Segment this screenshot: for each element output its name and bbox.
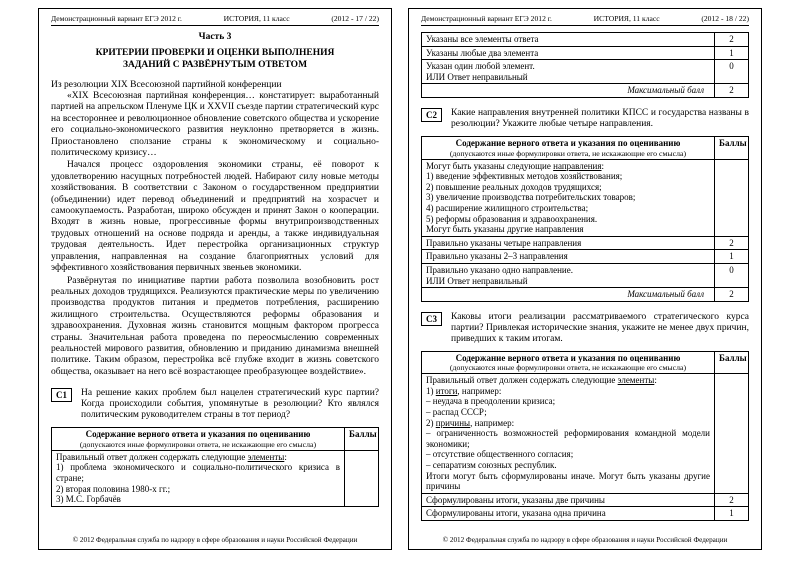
source-line: Из резолюции XIX Всесоюзной партийной конференции (51, 80, 282, 90)
score-row-text (422, 263, 715, 287)
criteria-table-c1-continued (421, 32, 749, 98)
score-cell: 1 (715, 507, 749, 521)
criteria-header-row (52, 428, 379, 451)
page-left (38, 8, 392, 550)
score-row (422, 236, 749, 250)
task-c3-text: Каковы итоги реализации рассматриваемого стратегического курса партии? Привлекая исторические знания, укажите не менее двух причин, приведших к таким итогам. (451, 311, 749, 344)
answer-content-cell (422, 374, 715, 494)
score-cell: 2 (715, 33, 749, 47)
answer-line: Могут быть указаны другие направления (426, 224, 584, 235)
answer-content-row (422, 159, 749, 236)
header-subject: ИСТОРИЯ, 11 класс (593, 14, 660, 23)
score-cell-empty (715, 374, 749, 494)
score-row (422, 46, 749, 60)
task-c2-text: Какие направления внутренней политики КПСС и государства названы в резолюции? Укажите любые четыре направления. (451, 107, 749, 129)
answer-line: – неудача в преодолении кризиса; (426, 396, 556, 407)
task-c1 (51, 388, 379, 421)
score-cell: 0 (715, 60, 749, 84)
task-c2-label: С2 (421, 108, 442, 122)
page-header (421, 14, 749, 26)
score-row (422, 33, 749, 47)
score-header-cell: Баллы (715, 351, 749, 374)
answer-line: – сепаратизм союзных республик. (426, 460, 557, 471)
answer-line: Могут быть указаны следующие направления: (426, 160, 605, 171)
answer-line: – ограниченность возможностей реформирования командной модели экономики; (426, 428, 710, 449)
criteria-table-c3 (421, 351, 749, 521)
score-row-text: Сформулированы итоги, указаны две причины (422, 493, 715, 507)
answer-line: 2) повышение реальных доходов трудящихся; (426, 181, 602, 192)
page-footer: © 2012 Федеральная служба по надзору в сфере образования и науки Российской Федерации (72, 536, 358, 544)
max-score-row (422, 288, 749, 302)
answer-line: 1) введение эффективных методов хозяйствования; (426, 171, 623, 182)
score-row (422, 263, 749, 287)
answer-content-cell (52, 450, 345, 506)
part-title: Часть 3 (198, 32, 232, 42)
task-c3-label: С3 (421, 312, 442, 326)
score-row-text (422, 60, 715, 84)
header-page-number: (2012 - 17 / 22) (331, 14, 379, 23)
score-row-line: Правильно указано одно направление. (426, 264, 573, 275)
answer-content-row (422, 374, 749, 494)
answer-line: Правильный ответ должен содержать следующие элементы: (426, 375, 657, 386)
task-c2 (421, 108, 749, 130)
answer-line: 3) М.С. Горбачёв (56, 494, 121, 505)
score-cell-empty (715, 159, 749, 236)
score-row (422, 493, 749, 507)
criteria-header-cell (422, 351, 715, 374)
max-score-label: Максимальный балл (422, 84, 715, 98)
score-row-text: Правильно указаны четыре направления (422, 236, 715, 250)
body-paragraph: «XIX Всесоюзная партийная конференция… констатирует: выработанный партией на апрельском Пленуме ЦК и XXVII съезде партии стратегический курс на всестороннее и революционное обновление советского общества и ускорение его социально-экономического развития неуклонно претворяется в жизнь. Приостановлено сползание страны к экономическому и социально-политическому кризису… (51, 91, 379, 159)
task-c3 (421, 312, 749, 345)
answer-line: – отсутствие общественного согласия; (426, 449, 574, 460)
score-cell: 1 (715, 250, 749, 264)
answer-line: 3) увеличение производства потребительских товаров; (426, 192, 636, 203)
section-title-line1: КРИТЕРИИ ПРОВЕРКИ И ОЦЕНКИ ВЫПОЛНЕНИЯ (95, 48, 335, 58)
score-row (422, 507, 749, 521)
max-score-label: Максимальный балл (422, 288, 715, 302)
max-score-value: 2 (715, 288, 749, 302)
score-cell: 2 (715, 236, 749, 250)
score-row-text: Правильно указаны 2–3 направления (422, 250, 715, 264)
body-paragraph: Развёрнутая по инициативе партии работа позволила возобновить рост реальных доходов трудящихся. Реализуются практические меры по увеличению производства продуктов питания и предметов потребления, расширению жилищного строительства. Осуществляются реформы образования и здравоохранения. Духовная жизнь становится мощным фактором прогресса страны. Значительная работа проведена по переосмыслению современных реальностей мирового развития, обновлению и приданию динамизма внешней политике. Таким образом, перестройка всё глубже входит в жизнь советского общества, оказывает на него всё возрастающее преобразующее воздействие». (51, 275, 379, 377)
criteria-table-c2 (421, 136, 749, 302)
score-cell: 0 (715, 263, 749, 287)
task-c1-label: С1 (51, 388, 72, 402)
score-row-line: ИЛИ Ответ неправильный (426, 71, 528, 82)
score-row-text: Указаны любые два элемента (422, 46, 715, 60)
section-title (51, 47, 379, 71)
criteria-header-sub: (допускаются иные формулировки ответа, не искажающие его смысла) (79, 439, 317, 449)
score-cell: 1 (715, 46, 749, 60)
max-score-value: 2 (715, 84, 749, 98)
answer-line: 2) причины, например: (426, 417, 515, 428)
score-cell-empty (345, 450, 379, 506)
page-right (408, 8, 762, 550)
criteria-header-cell (52, 428, 345, 451)
answer-content-row (52, 450, 379, 506)
answer-line: 4) расширение жилищного строительства; (426, 202, 589, 213)
header-page-number: (2012 - 18 / 22) (701, 14, 749, 23)
header-subject: ИСТОРИЯ, 11 класс (223, 14, 290, 23)
answer-line: Итоги могут быть сформулированы иначе. Могут быть указаны другие причины (426, 470, 710, 492)
answer-line: 1) итоги, например: (426, 385, 502, 396)
criteria-header-sub: (допускаются иные формулировки ответа, не искажающие его смысла) (449, 148, 687, 158)
body-paragraph: Начался процесс оздоровления экономики страны, её поворот к удовлетворению насущных потребностей людей. Набирают силу новые методы хозяйствования. В соответствии с Законом о государственном предприятии (объединении) идет перевод объединений и предприятий на хозрасчет и самоокупаемость. Разработан, широко обсужден и принят Закон о кооперации. Входят в жизнь новые, прогрессивные формы внутрипроизводственных трудовых отношений на основе подряда и аренды, а также индивидуальная трудовая деятельность. Идет перестройка организационных структур управления, направленная на создание благоприятных условий для эффективного хозяйствования первичных звеньев экономики. (51, 160, 379, 274)
answer-line: Правильный ответ должен содержать следующие элементы: (56, 451, 287, 462)
score-row-text: Сформулированы итоги, указана одна причина (422, 507, 715, 521)
section-title-line2: ЗАДАНИЙ С РАЗВЁРНУТЫМ ОТВЕТОМ (122, 60, 308, 70)
score-row-line: ИЛИ Ответ неправильный (426, 275, 528, 286)
task-c1-text: На решение каких проблем был нацелен стратегический курс партии? Когда происходили события, упомянутые в резолюции? Кто являлся политическим руководителем страны в тот период? (81, 388, 379, 421)
criteria-header-cell (422, 136, 715, 159)
criteria-header-main: Содержание верного ответа и указания по оцениванию (455, 137, 681, 148)
criteria-header-row (422, 136, 749, 159)
criteria-header-main: Содержание верного ответа и указания по оцениванию (455, 352, 681, 363)
score-row (422, 250, 749, 264)
header-document-title: Демонстрационный вариант ЕГЭ 2012 г. (421, 14, 552, 23)
criteria-table-c1 (51, 427, 379, 507)
answer-line: 5) реформы образования и здравоохранения. (426, 213, 598, 224)
answer-content-cell (422, 159, 715, 236)
score-row-text: Указаны все элементы ответа (422, 33, 715, 47)
page-header (51, 14, 379, 26)
max-score-row (422, 84, 749, 98)
criteria-header-sub: (допускаются иные формулировки ответа, не искажающие его смысла) (449, 363, 687, 373)
answer-line: 2) вторая половина 1980-х гг.; (56, 483, 171, 494)
score-row (422, 60, 749, 84)
score-row-line: Указан один любой элемент. (426, 61, 535, 72)
answer-line: 1) проблема экономического и социально-политического кризиса в стране; (56, 462, 340, 483)
header-document-title: Демонстрационный вариант ЕГЭ 2012 г. (51, 14, 182, 23)
answer-line: – распад СССР; (426, 407, 487, 418)
score-cell: 2 (715, 493, 749, 507)
criteria-header-main: Содержание верного ответа и указания по оцениванию (85, 429, 311, 440)
score-header-cell: Баллы (715, 136, 749, 159)
score-header-cell: Баллы (345, 428, 379, 451)
page-footer: © 2012 Федеральная служба по надзору в сфере образования и науки Российской Федерации (442, 536, 728, 544)
criteria-header-row (422, 351, 749, 374)
